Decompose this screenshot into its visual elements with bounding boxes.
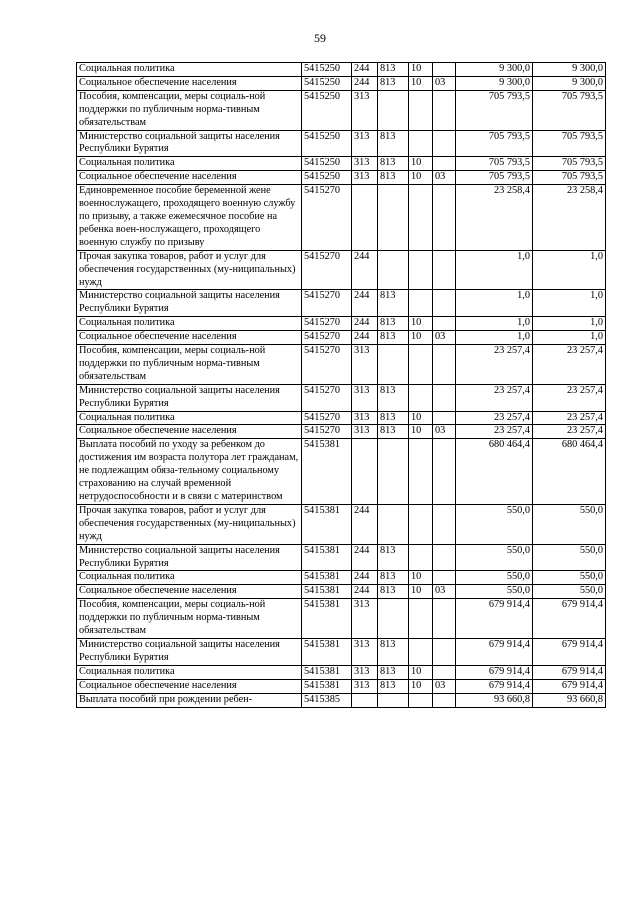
table-row bbox=[77, 185, 606, 251]
row-name-cell: Социальное обеспечение населения bbox=[77, 425, 302, 439]
row-name-cell: Пособия, компенсации, меры социаль-ной поддержки по публичным норма-тивным обязательствам bbox=[77, 599, 302, 639]
row-amount-cell: 705 793,5 bbox=[456, 157, 533, 171]
row-amount-cell: 680 464,4 bbox=[456, 439, 533, 505]
row-ministry-cell: 813 bbox=[378, 679, 409, 693]
row-name-cell: Социальная политика bbox=[77, 63, 302, 77]
row-section-cell: 10 bbox=[409, 157, 433, 171]
row-name-cell: Прочая закупка товаров, работ и услуг для обеспечения государственных (му-ниципальных) нужд bbox=[77, 250, 302, 290]
row-section-cell: 10 bbox=[409, 63, 433, 77]
table-row bbox=[77, 544, 606, 571]
row-amount-cell-2: 23 257,4 bbox=[533, 411, 606, 425]
row-expense-type-cell: 244 bbox=[352, 585, 378, 599]
row-code-cell: 5415250 bbox=[302, 130, 352, 157]
row-code-cell: 5415250 bbox=[302, 90, 352, 130]
row-section-cell: 10 bbox=[409, 331, 433, 345]
row-expense-type-cell: 313 bbox=[352, 90, 378, 130]
row-expense-type-cell: 313 bbox=[352, 679, 378, 693]
row-amount-cell: 23 258,4 bbox=[456, 185, 533, 251]
row-subsection-cell bbox=[433, 439, 456, 505]
row-code-cell: 5415381 bbox=[302, 544, 352, 571]
row-name-cell: Социальное обеспечение населения bbox=[77, 171, 302, 185]
row-section-cell bbox=[409, 384, 433, 411]
row-code-cell: 5415270 bbox=[302, 317, 352, 331]
table-row bbox=[77, 130, 606, 157]
row-code-cell: 5415270 bbox=[302, 425, 352, 439]
row-amount-cell-2: 705 793,5 bbox=[533, 171, 606, 185]
row-code-cell: 5415381 bbox=[302, 599, 352, 639]
row-ministry-cell: 813 bbox=[378, 585, 409, 599]
table-row bbox=[77, 90, 606, 130]
row-amount-cell: 679 914,4 bbox=[456, 638, 533, 665]
row-expense-type-cell: 313 bbox=[352, 425, 378, 439]
row-section-cell bbox=[409, 250, 433, 290]
row-name-cell: Социальное обеспечение населения bbox=[77, 679, 302, 693]
table-row bbox=[77, 693, 606, 707]
table-row bbox=[77, 250, 606, 290]
row-section-cell bbox=[409, 638, 433, 665]
row-ministry-cell: 813 bbox=[378, 544, 409, 571]
row-subsection-cell bbox=[433, 317, 456, 331]
row-name-cell: Министерство социальной защиты населения Республики Бурятия bbox=[77, 384, 302, 411]
table-row bbox=[77, 585, 606, 599]
row-ministry-cell bbox=[378, 439, 409, 505]
row-section-cell bbox=[409, 544, 433, 571]
row-section-cell: 10 bbox=[409, 411, 433, 425]
table-row bbox=[77, 638, 606, 665]
row-name-cell: Министерство социальной защиты населения Республики Бурятия bbox=[77, 544, 302, 571]
row-amount-cell: 9 300,0 bbox=[456, 76, 533, 90]
table-row bbox=[77, 439, 606, 505]
row-subsection-cell: 03 bbox=[433, 76, 456, 90]
row-amount-cell-2: 9 300,0 bbox=[533, 76, 606, 90]
row-ministry-cell: 813 bbox=[378, 425, 409, 439]
table-row bbox=[77, 63, 606, 77]
row-section-cell bbox=[409, 130, 433, 157]
row-amount-cell: 1,0 bbox=[456, 290, 533, 317]
row-expense-type-cell: 244 bbox=[352, 290, 378, 317]
budget-table-body bbox=[77, 63, 606, 708]
row-amount-cell-2: 679 914,4 bbox=[533, 599, 606, 639]
table-row bbox=[77, 171, 606, 185]
row-amount-cell: 550,0 bbox=[456, 544, 533, 571]
row-subsection-cell bbox=[433, 185, 456, 251]
row-subsection-cell bbox=[433, 290, 456, 317]
row-expense-type-cell: 313 bbox=[352, 384, 378, 411]
row-ministry-cell bbox=[378, 345, 409, 385]
row-expense-type-cell: 313 bbox=[352, 130, 378, 157]
row-code-cell: 5415381 bbox=[302, 571, 352, 585]
table-row bbox=[77, 317, 606, 331]
row-code-cell: 5415250 bbox=[302, 63, 352, 77]
row-code-cell: 5415381 bbox=[302, 585, 352, 599]
table-row bbox=[77, 384, 606, 411]
row-amount-cell: 705 793,5 bbox=[456, 171, 533, 185]
row-code-cell: 5415385 bbox=[302, 693, 352, 707]
row-amount-cell-2: 23 257,4 bbox=[533, 384, 606, 411]
row-code-cell: 5415270 bbox=[302, 411, 352, 425]
row-amount-cell-2: 705 793,5 bbox=[533, 130, 606, 157]
table-row bbox=[77, 411, 606, 425]
table-row bbox=[77, 571, 606, 585]
row-section-cell: 10 bbox=[409, 585, 433, 599]
row-name-cell: Социальное обеспечение населения bbox=[77, 331, 302, 345]
row-amount-cell: 679 914,4 bbox=[456, 679, 533, 693]
row-section-cell bbox=[409, 504, 433, 544]
row-subsection-cell: 03 bbox=[433, 679, 456, 693]
row-ministry-cell: 813 bbox=[378, 171, 409, 185]
row-subsection-cell: 03 bbox=[433, 585, 456, 599]
row-amount-cell: 93 660,8 bbox=[456, 693, 533, 707]
row-code-cell: 5415381 bbox=[302, 665, 352, 679]
row-amount-cell: 9 300,0 bbox=[456, 63, 533, 77]
row-name-cell: Пособия, компенсации, меры социаль-ной поддержки по публичным норма-тивным обязательствам bbox=[77, 345, 302, 385]
row-expense-type-cell: 244 bbox=[352, 250, 378, 290]
row-subsection-cell bbox=[433, 63, 456, 77]
row-subsection-cell: 03 bbox=[433, 425, 456, 439]
row-name-cell: Министерство социальной защиты населения Республики Бурятия bbox=[77, 130, 302, 157]
row-amount-cell-2: 705 793,5 bbox=[533, 90, 606, 130]
row-amount-cell-2: 1,0 bbox=[533, 317, 606, 331]
row-expense-type-cell: 313 bbox=[352, 665, 378, 679]
row-expense-type-cell: 313 bbox=[352, 638, 378, 665]
row-expense-type-cell: 313 bbox=[352, 411, 378, 425]
row-code-cell: 5415270 bbox=[302, 250, 352, 290]
row-ministry-cell: 813 bbox=[378, 130, 409, 157]
row-amount-cell: 1,0 bbox=[456, 317, 533, 331]
table-row bbox=[77, 665, 606, 679]
row-expense-type-cell: 244 bbox=[352, 544, 378, 571]
row-subsection-cell bbox=[433, 693, 456, 707]
row-amount-cell-2: 23 258,4 bbox=[533, 185, 606, 251]
row-subsection-cell bbox=[433, 638, 456, 665]
row-expense-type-cell: 244 bbox=[352, 63, 378, 77]
row-name-cell: Социальная политика bbox=[77, 411, 302, 425]
table-row bbox=[77, 76, 606, 90]
row-subsection-cell bbox=[433, 665, 456, 679]
row-subsection-cell bbox=[433, 571, 456, 585]
row-name-cell: Единовременное пособие беременной жене военнослужащего, проходящего военную службу по призыву, а также ежемесячное пособие на ребенка воен-нослужащего, проходящего военную службу по призыву bbox=[77, 185, 302, 251]
row-name-cell: Социальное обеспечение населения bbox=[77, 76, 302, 90]
row-amount-cell-2: 1,0 bbox=[533, 290, 606, 317]
row-name-cell: Социальная политика bbox=[77, 157, 302, 171]
row-code-cell: 5415270 bbox=[302, 345, 352, 385]
row-amount-cell: 679 914,4 bbox=[456, 665, 533, 679]
row-amount-cell: 550,0 bbox=[456, 504, 533, 544]
row-code-cell: 5415250 bbox=[302, 76, 352, 90]
row-code-cell: 5415381 bbox=[302, 504, 352, 544]
row-name-cell: Выплата пособий по уходу за ребенком до достижения им возраста полутора лет гражданам, не подлежащим обяза-тельному социальному страхованию на случай временной нетрудоспособности и в связи с материнством bbox=[77, 439, 302, 505]
row-ministry-cell: 813 bbox=[378, 384, 409, 411]
row-name-cell: Выплата пособий при рождении ребен- bbox=[77, 693, 302, 707]
row-expense-type-cell: 313 bbox=[352, 599, 378, 639]
row-amount-cell-2: 679 914,4 bbox=[533, 665, 606, 679]
row-code-cell: 5415381 bbox=[302, 638, 352, 665]
row-ministry-cell bbox=[378, 693, 409, 707]
table-row bbox=[77, 157, 606, 171]
row-expense-type-cell: 244 bbox=[352, 317, 378, 331]
row-ministry-cell: 813 bbox=[378, 63, 409, 77]
row-subsection-cell: 03 bbox=[433, 331, 456, 345]
row-ministry-cell: 813 bbox=[378, 665, 409, 679]
row-amount-cell: 705 793,5 bbox=[456, 90, 533, 130]
table-row bbox=[77, 290, 606, 317]
row-subsection-cell bbox=[433, 504, 456, 544]
row-expense-type-cell: 244 bbox=[352, 571, 378, 585]
row-code-cell: 5415250 bbox=[302, 157, 352, 171]
row-expense-type-cell bbox=[352, 693, 378, 707]
row-ministry-cell bbox=[378, 599, 409, 639]
row-name-cell: Прочая закупка товаров, работ и услуг для обеспечения государственных (му-ниципальных) нужд bbox=[77, 504, 302, 544]
row-amount-cell: 23 257,4 bbox=[456, 384, 533, 411]
row-expense-type-cell: 244 bbox=[352, 76, 378, 90]
row-expense-type-cell: 244 bbox=[352, 331, 378, 345]
table-row bbox=[77, 504, 606, 544]
row-amount-cell: 23 257,4 bbox=[456, 345, 533, 385]
row-subsection-cell bbox=[433, 345, 456, 385]
row-section-cell: 10 bbox=[409, 425, 433, 439]
row-subsection-cell bbox=[433, 544, 456, 571]
row-code-cell: 5415270 bbox=[302, 185, 352, 251]
row-amount-cell-2: 680 464,4 bbox=[533, 439, 606, 505]
row-ministry-cell: 813 bbox=[378, 317, 409, 331]
page-number: 59 bbox=[314, 31, 326, 45]
table-row bbox=[77, 679, 606, 693]
row-name-cell: Социальное обеспечение населения bbox=[77, 585, 302, 599]
row-amount-cell: 23 257,4 bbox=[456, 425, 533, 439]
row-amount-cell: 23 257,4 bbox=[456, 411, 533, 425]
row-ministry-cell bbox=[378, 250, 409, 290]
row-section-cell bbox=[409, 185, 433, 251]
row-amount-cell-2: 9 300,0 bbox=[533, 63, 606, 77]
row-section-cell bbox=[409, 693, 433, 707]
row-code-cell: 5415270 bbox=[302, 290, 352, 317]
table-row bbox=[77, 425, 606, 439]
row-ministry-cell: 813 bbox=[378, 76, 409, 90]
row-section-cell bbox=[409, 439, 433, 505]
row-ministry-cell bbox=[378, 185, 409, 251]
row-amount-cell-2: 705 793,5 bbox=[533, 157, 606, 171]
row-ministry-cell: 813 bbox=[378, 638, 409, 665]
row-subsection-cell: 03 bbox=[433, 171, 456, 185]
row-subsection-cell bbox=[433, 250, 456, 290]
row-amount-cell-2: 23 257,4 bbox=[533, 425, 606, 439]
row-ministry-cell: 813 bbox=[378, 290, 409, 317]
row-expense-type-cell: 313 bbox=[352, 345, 378, 385]
row-section-cell bbox=[409, 290, 433, 317]
row-amount-cell: 1,0 bbox=[456, 331, 533, 345]
row-amount-cell: 550,0 bbox=[456, 571, 533, 585]
row-section-cell bbox=[409, 90, 433, 130]
row-expense-type-cell: 313 bbox=[352, 157, 378, 171]
row-code-cell: 5415270 bbox=[302, 384, 352, 411]
row-ministry-cell bbox=[378, 504, 409, 544]
row-name-cell: Социальная политика bbox=[77, 665, 302, 679]
table-row bbox=[77, 599, 606, 639]
row-name-cell: Социальная политика bbox=[77, 317, 302, 331]
row-subsection-cell bbox=[433, 157, 456, 171]
row-amount-cell-2: 550,0 bbox=[533, 571, 606, 585]
row-expense-type-cell bbox=[352, 439, 378, 505]
row-section-cell bbox=[409, 599, 433, 639]
row-ministry-cell bbox=[378, 90, 409, 130]
row-amount-cell-2: 23 257,4 bbox=[533, 345, 606, 385]
row-name-cell: Пособия, компенсации, меры социаль-ной поддержки по публичным норма-тивным обязательствам bbox=[77, 90, 302, 130]
row-section-cell: 10 bbox=[409, 679, 433, 693]
row-amount-cell-2: 550,0 bbox=[533, 504, 606, 544]
row-subsection-cell bbox=[433, 411, 456, 425]
row-section-cell bbox=[409, 345, 433, 385]
row-subsection-cell bbox=[433, 599, 456, 639]
table-row bbox=[77, 331, 606, 345]
row-section-cell: 10 bbox=[409, 317, 433, 331]
row-expense-type-cell: 313 bbox=[352, 171, 378, 185]
row-amount-cell: 705 793,5 bbox=[456, 130, 533, 157]
row-amount-cell-2: 93 660,8 bbox=[533, 693, 606, 707]
row-ministry-cell: 813 bbox=[378, 157, 409, 171]
row-subsection-cell bbox=[433, 90, 456, 130]
row-subsection-cell bbox=[433, 384, 456, 411]
row-section-cell: 10 bbox=[409, 571, 433, 585]
row-name-cell: Министерство социальной защиты населения Республики Бурятия bbox=[77, 290, 302, 317]
row-section-cell: 10 bbox=[409, 76, 433, 90]
row-section-cell: 10 bbox=[409, 665, 433, 679]
table-row bbox=[77, 345, 606, 385]
row-ministry-cell: 813 bbox=[378, 571, 409, 585]
row-amount-cell-2: 550,0 bbox=[533, 544, 606, 571]
row-subsection-cell bbox=[433, 130, 456, 157]
row-name-cell: Министерство социальной защиты населения Республики Бурятия bbox=[77, 638, 302, 665]
row-code-cell: 5415381 bbox=[302, 679, 352, 693]
budget-table bbox=[76, 62, 606, 708]
row-amount-cell-2: 1,0 bbox=[533, 250, 606, 290]
row-amount-cell: 1,0 bbox=[456, 250, 533, 290]
row-amount-cell-2: 550,0 bbox=[533, 585, 606, 599]
row-section-cell: 10 bbox=[409, 171, 433, 185]
row-code-cell: 5415270 bbox=[302, 331, 352, 345]
row-code-cell: 5415250 bbox=[302, 171, 352, 185]
row-amount-cell-2: 679 914,4 bbox=[533, 679, 606, 693]
row-amount-cell: 679 914,4 bbox=[456, 599, 533, 639]
row-expense-type-cell: 244 bbox=[352, 504, 378, 544]
row-ministry-cell: 813 bbox=[378, 331, 409, 345]
row-amount-cell-2: 1,0 bbox=[533, 331, 606, 345]
row-ministry-cell: 813 bbox=[378, 411, 409, 425]
row-amount-cell: 550,0 bbox=[456, 585, 533, 599]
row-code-cell: 5415381 bbox=[302, 439, 352, 505]
row-amount-cell-2: 679 914,4 bbox=[533, 638, 606, 665]
row-expense-type-cell bbox=[352, 185, 378, 251]
row-name-cell: Социальная политика bbox=[77, 571, 302, 585]
